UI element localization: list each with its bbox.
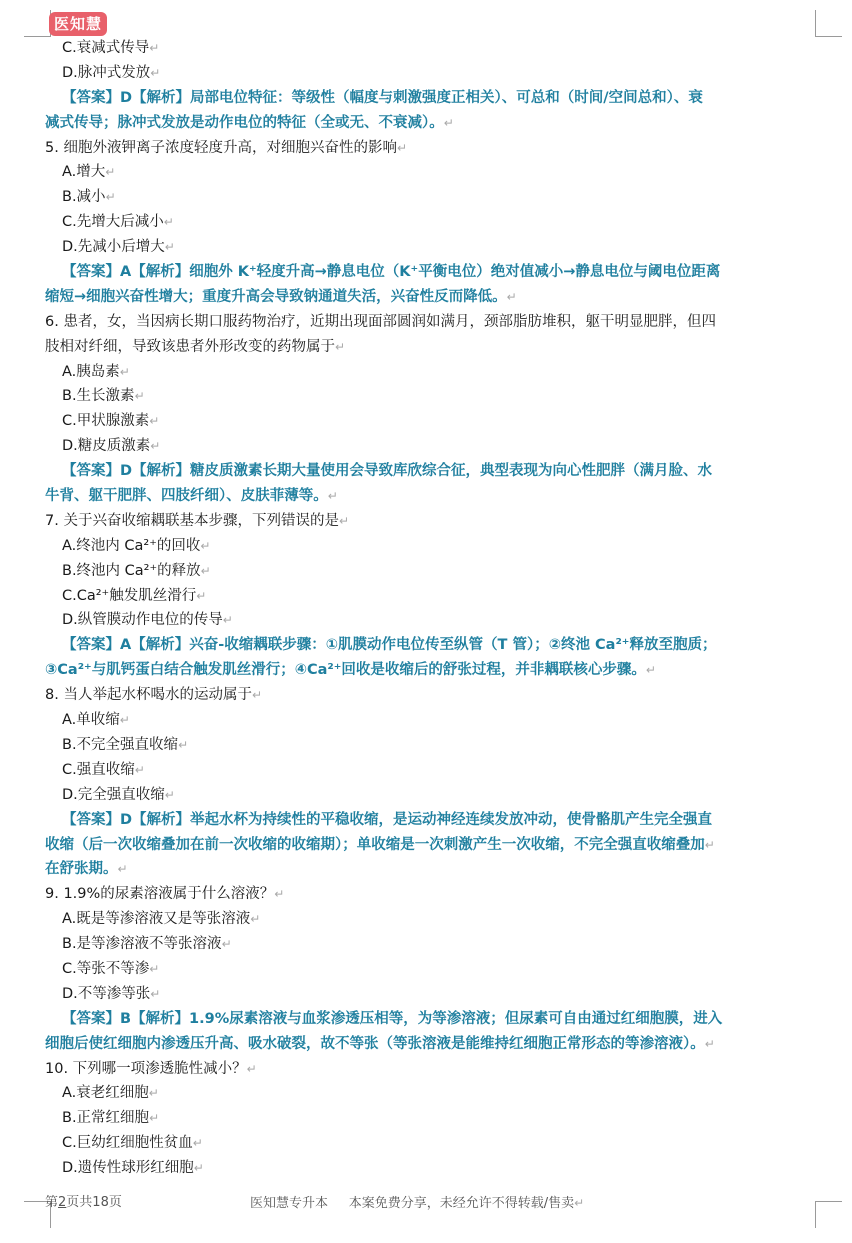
paragraph-mark-icon: ↵ [148,1086,159,1101]
question-line [45,310,820,335]
paragraph-mark-icon: ↵ [396,140,408,155]
option-line [45,957,820,982]
page-suffix: 页共18页 [66,1195,122,1210]
line-text: A.单收缩 [62,712,120,729]
option-line [45,36,820,61]
footer-brand: 医知慧专升本 [250,1196,329,1211]
paragraph-mark-icon: ↵ [150,65,161,80]
answer-line [45,633,820,658]
question-line [45,136,820,161]
paragraph-mark-icon: ↵ [251,688,263,703]
question-line [45,509,820,534]
line-text: C.Ca²⁺触发肌丝滑行 [62,587,197,604]
line-text: A.胰岛素 [62,363,120,380]
line-text: C.甲状腺激素 [62,413,150,430]
option-line [45,982,820,1007]
question-line [45,683,820,708]
line-text: A.增大 [62,164,106,181]
paragraph-mark-icon: ↵ [250,912,261,927]
line-text: 10. 下列哪一项渗透脆性减小？ [45,1060,247,1077]
line-text: 【答案】D【解析】局部电位特征：等级性（幅度与刺激强度正相关）、可总和（时间/空间总和）、衰 [62,89,703,106]
paragraph-mark-icon: ↵ [178,737,189,752]
page-number: 2 [58,1195,67,1210]
paragraph-mark-icon: ↵ [193,1161,204,1176]
paragraph-mark-icon: ↵ [105,190,116,205]
answer-continuation-line [45,484,820,509]
paragraph-mark-icon: ↵ [327,489,338,504]
paragraph-mark-icon: ↵ [338,513,350,528]
line-text: 【答案】D【解析】糖皮质激素长期大量使用会导致库欣综合征，典型表现为向心性肥胖（满月脸、水 [62,463,713,480]
option-line [45,61,820,86]
line-text: B.生长激素 [62,388,135,405]
answer-line [45,808,820,833]
paragraph-mark-icon: ↵ [274,887,285,902]
answer-continuation-line [45,857,820,882]
question-line [45,882,820,907]
line-text: 缩短→细胞兴奋性增大；重度升高会导致钠通道失活，兴奋性反而降低。 [45,288,507,305]
paragraph-mark-icon: ↵ [149,41,160,55]
paragraph-mark-icon: ↵ [134,389,145,404]
line-text: 7. 关于兴奋收缩耦联基本步骤，下列错误的是 [45,512,339,529]
crop-mark-top-right [815,10,842,37]
document-body [45,36,820,1181]
line-text: 6. 患者，女，当因病长期口服药物治疗，近期出现面部圆润如满月，颈部脂肪堆积，躯干明显肥胖，但四 [45,313,716,330]
paragraph-mark-icon: ↵ [192,1136,203,1151]
paragraph-mark-icon: ↵ [200,563,211,578]
paragraph-mark-icon: ↵ [506,289,517,304]
line-text: 牛背、躯干肥胖、四肢纤细）、皮肤菲薄等。 [45,488,328,505]
line-text: 【答案】B【解析】1.9%尿素溶液与血浆渗透压相等，为等渗溶液；但尿素可自由通过红细胞膜，进入 [62,1010,723,1027]
logo: 医知慧 [49,12,107,36]
line-text: A.既是等渗溶液又是等张溶液 [62,911,251,928]
paragraph-mark-icon: ↵ [163,215,174,230]
option-line [45,534,820,559]
paragraph-mark-icon: ↵ [196,588,207,603]
option-line [45,907,820,932]
line-text: D.糖皮质激素 [62,438,151,455]
option-line [45,783,820,808]
option-line [45,360,820,385]
question-line [45,1057,820,1082]
line-text: C.等张不等渗 [62,960,150,977]
line-text: 5. 细胞外液钾离子浓度轻度升高，对细胞兴奋性的影响 [45,139,397,156]
line-text: D.纵管膜动作电位的传导 [62,612,223,629]
line-text: 细胞后使红细胞内渗透压升高、吸水破裂，故不等张（等张溶液是能维持红细胞正常形态的等渗溶液）。 [45,1035,705,1052]
option-line [45,1081,820,1106]
paragraph-mark-icon: ↵ [200,538,211,553]
line-text: C.巨幼红细胞性贫血 [62,1135,193,1152]
crop-mark-top-left [24,10,51,37]
line-text: 【答案】A【解析】细胞外 K⁺轻度升高→静息电位（K⁺平衡电位）绝对值减小→静息电位与阈电位距离 [62,264,721,281]
line-text: 在舒张期。 [45,861,118,878]
paragraph-mark-icon: ↵ [105,165,116,180]
line-text: 【答案】A【解析】兴奋-收缩耦联步骤：①肌膜动作电位传至纵管（T 管）；②终池 Ca²⁺释放至胞质； [62,637,717,654]
line-text: ③Ca²⁺与肌钙蛋白结合触发肌丝滑行；④Ca²⁺回收是收缩后的舒张过程，并非耦联核心步骤。 [45,662,646,679]
line-text: D.先减小后增大 [62,239,165,256]
paragraph-mark-icon: ↵ [134,762,145,777]
answer-continuation-line [45,111,820,136]
page-indicator [45,1193,122,1213]
line-text: 肢相对纤细，导致该患者外形改变的药物属于 [45,338,335,355]
line-text: D.脉冲式发放 [62,64,151,81]
option-line [45,758,820,783]
option-line [45,608,820,633]
option-line [45,559,820,584]
option-line [45,1156,820,1181]
crop-mark-bottom-right [815,1201,842,1228]
paragraph-mark-icon: ↵ [150,439,161,454]
line-text: C.先增大后减小 [62,214,164,231]
paragraph-mark-icon: ↵ [222,613,233,628]
line-text: B.终池内 Ca²⁺的释放 [62,562,201,579]
line-text: D.遗传性球形红细胞 [62,1160,194,1177]
paragraph-mark-icon: ↵ [149,1111,160,1126]
question-line [45,335,820,360]
line-text: 减式传导；脉冲式发放是动作电位的特征（全或无、不衰减）。 [45,114,444,131]
answer-line [45,86,820,111]
answer-continuation-line [45,833,820,858]
line-text: B.不完全强直收缩 [62,736,179,753]
line-text: 收缩（后一次收缩叠加在前一次收缩的收缩期）；单收缩是一次刺激产生一次收缩，不完全强直收缩叠加 [45,836,705,853]
option-line [45,584,820,609]
option-line [45,235,820,260]
paragraph-mark-icon: ↵ [164,787,175,802]
paragraph-mark-icon: ↵ [149,961,160,976]
answer-continuation-line [45,1032,820,1057]
answer-line [45,459,820,484]
answer-line [45,1007,820,1032]
line-text: 8. 当人举起水杯喝水的运动属于 [45,687,252,704]
paragraph-mark-icon: ↵ [335,339,346,354]
line-text: 9. 1.9%的尿素溶液属于什么溶液？ [45,886,275,903]
paragraph-mark-icon: ↵ [704,1036,715,1051]
answer-line [45,260,820,285]
answer-continuation-line [45,285,820,310]
option-line [45,409,820,434]
line-text: C.衰减式传导 [62,40,150,56]
paragraph-mark-icon: ↵ [149,414,160,429]
option-line [45,932,820,957]
paragraph-mark-icon: ↵ [645,663,656,678]
line-text: D.不等渗等张 [62,985,151,1002]
option-line [45,708,820,733]
paragraph-mark-icon: ↵ [443,115,454,130]
option-line [45,434,820,459]
footer-center [250,1193,584,1214]
paragraph-mark-icon: ↵ [119,364,130,379]
line-text: C.强直收缩 [62,761,135,778]
footer-notice: 本案免费分享，未经允许不得转载/售卖 [348,1196,575,1211]
line-text: B.正常红细胞 [62,1110,150,1127]
option-line [45,185,820,210]
line-text: D.完全强直收缩 [62,786,165,803]
paragraph-mark-icon: ↵ [221,937,232,952]
line-text: A.终池内 Ca²⁺的回收 [62,537,201,554]
option-line [45,160,820,185]
paragraph-mark-icon: ↵ [119,713,130,728]
option-line [45,210,820,235]
paragraph-mark-icon: ↵ [246,1061,257,1076]
paragraph-mark-icon: ↵ [117,862,128,877]
line-text: 【答案】D【解析】举起水杯为持续性的平稳收缩，是运动神经连续发放冲动，使骨骼肌产生完全强直 [62,811,713,828]
line-text: B.是等渗溶液不等张溶液 [62,936,222,953]
paragraph-mark-icon: ↵ [164,240,175,255]
paragraph-mark-icon: ↵ [704,837,715,852]
paragraph-mark-icon: ↵ [574,1196,585,1210]
line-text: B.减小 [62,189,106,206]
option-line [45,1106,820,1131]
line-text: A.衰老红细胞 [62,1085,149,1102]
option-line [45,733,820,758]
answer-continuation-line [45,658,820,683]
page-prefix: 第 [45,1195,59,1210]
option-line [45,384,820,409]
paragraph-mark-icon: ↵ [150,986,161,1001]
option-line [45,1131,820,1156]
